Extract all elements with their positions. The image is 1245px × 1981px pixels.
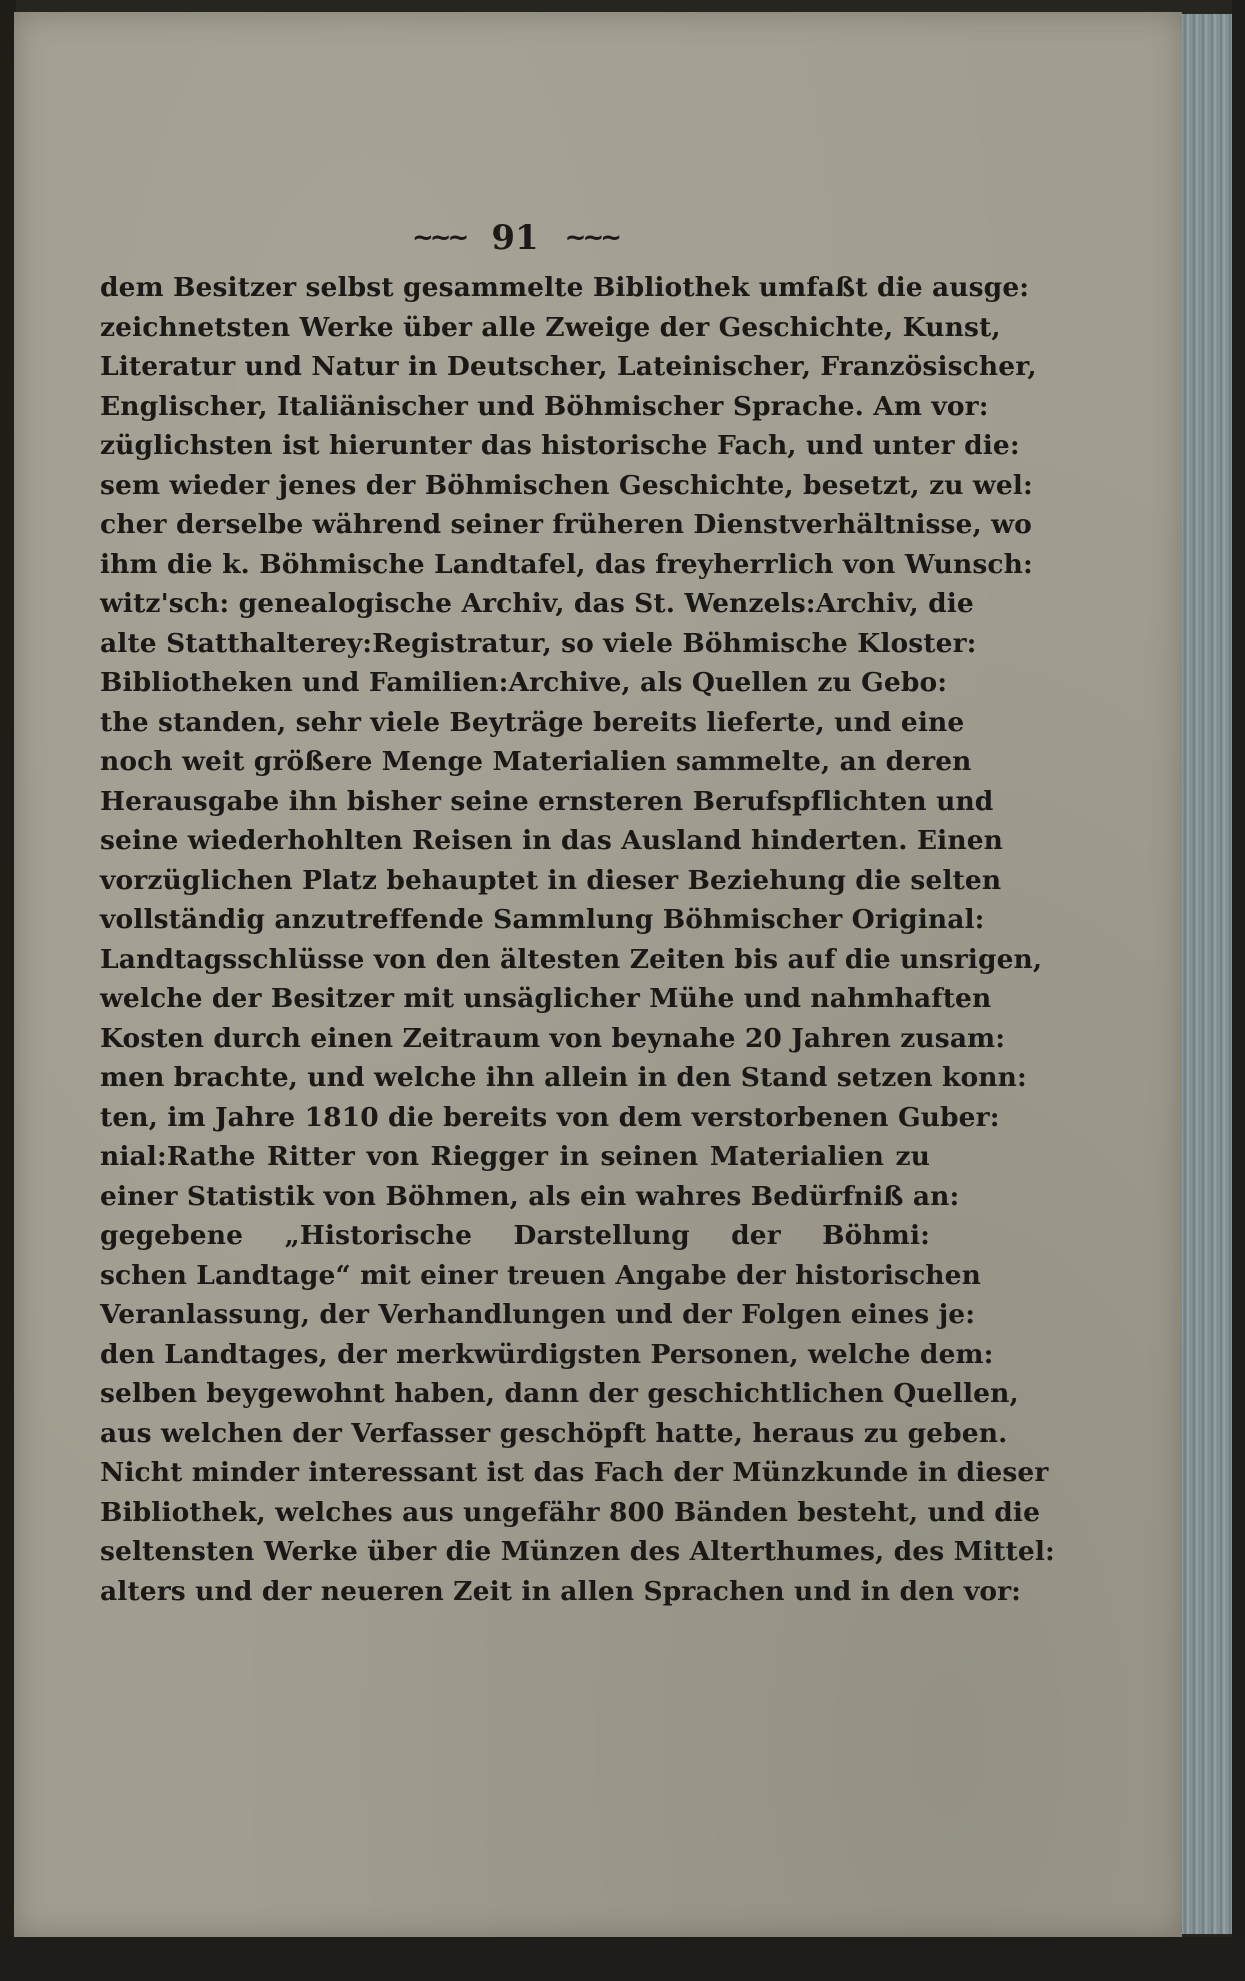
- text-line: seine wiederhohlten Reisen in das Ausland hinderten. Einen: [100, 825, 1004, 856]
- page-edge-stack: [1182, 14, 1232, 1934]
- text-line: vorzüglichen Platz behauptet in dieser Beziehung die selten: [100, 864, 1002, 896]
- text-line: seltensten Werke über die Münzen des Alterthumes, des Mittel:: [100, 1536, 1055, 1567]
- text-line: cher derselbe während seiner früheren Dienstverhältnisse, wo: [100, 509, 1032, 540]
- text-line: alte Statthalterey:Registratur, so viele Böhmische Kloster:: [100, 627, 977, 659]
- ornament-right: ~~~: [564, 223, 619, 253]
- text-line: men brachte, und welche ihn allein in den Stand setzen konn:: [100, 1062, 1027, 1093]
- bottom-margin: [0, 1937, 1245, 1981]
- text-line: ten, im Jahre 1810 die bereits von dem verstorbenen Guber:: [100, 1101, 1000, 1133]
- text-line: Literatur und Natur in Deutscher, Lateinischer, Französischer,: [100, 351, 1037, 382]
- page-header: [390, 214, 640, 262]
- text-line: witz'sch: genealogische Archiv, das St. Wenzels:Archiv, die: [100, 588, 974, 619]
- text-line: aus welchen der Verfasser geschöpft hatte, heraus zu geben.: [100, 1417, 1008, 1449]
- text-line: nial:Rathe Ritter von Riegger in seinen Materialien zu: [100, 1141, 930, 1172]
- text-line: züglichsten ist hierunter das historische Fach, und unter die:: [100, 430, 1020, 461]
- text-line: the standen, sehr viele Beyträge bereits lieferte, und eine: [100, 706, 965, 738]
- text-line: Herausgabe ihn bisher seine ernsteren Berufspflichten und: [100, 785, 994, 817]
- text-line: Nicht minder interessant ist das Fach der Münzkunde in dieser: [100, 1457, 1049, 1488]
- text-line: noch weit größere Menge Materialien sammelte, an deren: [100, 746, 972, 777]
- text-line: welche der Besitzer mit unsäglicher Mühe und nahmhaften: [100, 983, 992, 1014]
- text-line: selben beygewohnt haben, dann der geschichtlichen Quellen,: [100, 1378, 1019, 1409]
- text-line: dem Besitzer selbst gesammelte Bibliothek umfaßt die ausge:: [100, 272, 1030, 303]
- text-line: Bibliotheken und Familien:Archive, als Quellen zu Gebo:: [100, 667, 948, 698]
- text-line: alters und der neueren Zeit in allen Sprachen und in den vor:: [100, 1575, 1022, 1607]
- text-line: Kosten durch einen Zeitraum von beynahe 20 Jahren zusam:: [100, 1022, 1006, 1054]
- text-line: gegebene „Historische Darstellung der Böhmi:: [100, 1220, 930, 1251]
- text-line: vollständig anzutreffende Sammlung Böhmischer Original:: [100, 904, 985, 935]
- body-text: [100, 268, 1055, 1611]
- text-line: schen Landtage“ mit einer treuen Angabe der historischen: [100, 1259, 982, 1291]
- text-line: Veranlassung, der Verhandlungen und der Folgen eines je:: [100, 1299, 976, 1330]
- text-line: Englischer, Italiänischer und Böhmischer Sprache. Am vor:: [100, 390, 989, 422]
- text-line: Landtagsschlüsse von den ältesten Zeiten bis auf die unsrigen,: [100, 943, 1043, 975]
- text-line: ihm die k. Böhmische Landtafel, das freyherrlich von Wunsch:: [100, 548, 1033, 580]
- text-line: den Landtages, der merkwürdigsten Personen, welche dem:: [100, 1338, 994, 1370]
- page-number: 91: [491, 218, 539, 258]
- cover-edge: [1232, 0, 1245, 1981]
- text-line: zeichnetsten Werke über alle Zweige der Geschichte, Kunst,: [100, 311, 1001, 343]
- text-line: sem wieder jenes der Böhmischen Geschichte, besetzt, zu wel:: [100, 469, 1033, 501]
- text-line: einer Statistik von Böhmen, als ein wahres Bedürfniß an:: [100, 1180, 960, 1212]
- ornament-left: ~~~: [411, 223, 466, 253]
- text-line: Bibliothek, welches aus ungefähr 800 Bänden besteht, und die: [100, 1496, 1041, 1528]
